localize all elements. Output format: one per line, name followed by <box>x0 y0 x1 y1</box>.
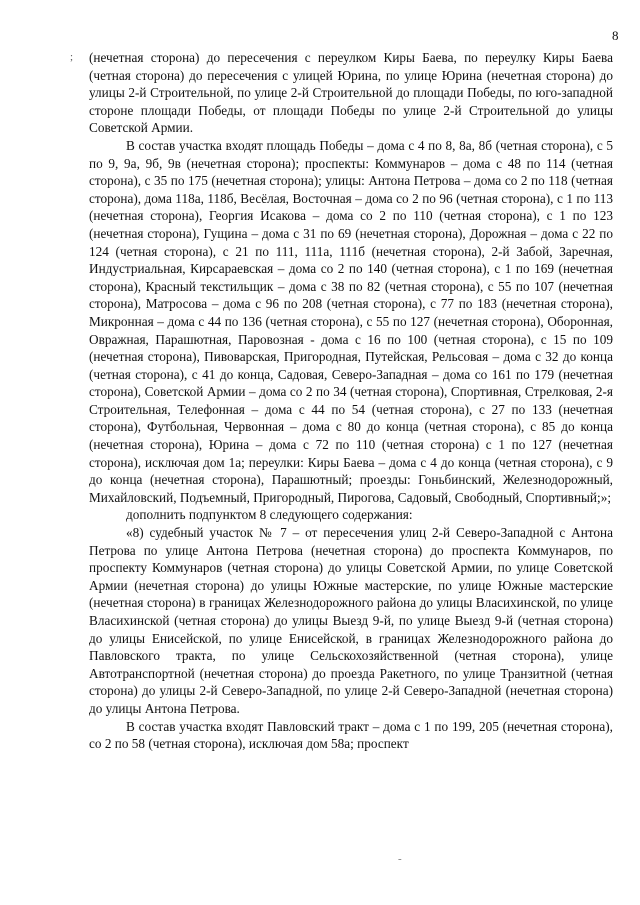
paragraph-area-composition: В состав участка входят площадь Победы – дома с 4 по 8, 8а, 8б (четная сторона), с 5 по 9, 9а, 9б, 9в (нечетная сторона); проспекты: Коммунаров – дома с 48 по 114 (четная сторона), с 35 по 175 (нечетная сторона); улицы: Антона Петрова – дома со 2 по 118 (четная сторона), дома 118а, 118б, Весёлая, Восточная – дома со 2 по 96 (четная сторона), с 1 по 113 (нечетная сторона), Георгия Исакова – дома со 2 по 110 (четная сторона), с 1 по 123 (нечетная сторона), Гущина – дома с 31 по 69 (нечетная сторона), Дорожная – дома с 22 по 124 (четная сторона), с 21 по 111, 111а, 111б (нечетная сторона), 2-й Забой, Заречная, Индустриальная, Кирсараевская – дома со 2 по 140 (четная сторона), с 1 по 169 (нечетная сторона), Красный текстильщик – дома с 38 по 82 (четная сторона), с 55 по 107 (нечетная сторона), Матросова – дома с 96 по 208 (четная сторона), с 77 по 183 (нечетная сторона), Микронная – дома с 44 по 136 (четная сторона), с 55 по 127 (нечетная сторона), Оборонная, Овражная, Парашютная, Паровозная - дома с 16 по 100 (четная сторона), с 15 по 109 (нечетная сторона), Пивоварская, Пригородная, Путейская, Рельсовая – дома с 32 до конца (четная сторона), с 41 до конца, Садовая, Северо-Западная – дома со 161 по 179 (нечетная сторона), Советской Армии – дома со 2 по 34 (четная сторона), Спортивная, Стрелковая, 2-я Строительная, Телефонная – дома с 44 по 54 (четная сторона), с 27 по 133 (нечетная сторона), Футбольная, Червонная – дома с 80 до конца (четная сторона), с 85 до конца (нечетная сторона), Юрина – дома с 72 по 110 (четная сторона) с 1 по 127 (нечетная сторона), исключая дом 1а; переулки: Киры Баева – дома с 4 до конца (четная сторона), с 9 до конца (нечетная сторона), Парашютный; проезды: Гоньбинский, Железнодорожный, Михайловский, Подъемный, Пригородный, Пирогова, Садовый, Свободный, Спортивный;»; <box>89 137 613 505</box>
document-body <box>89 49 613 753</box>
paragraph-court-district-7: «8) судебный участок № 7 – от пересечения улиц 2-й Северо-Западной с Антона Петрова по улице Антона Петрова (нечетная сторона) до проспекта Коммунаров, по проспекту Коммунаров (четная сторона) до улицы Советской Армии, по улице Советской Армии (нечетная сторона) до улицы Южные мастерские, по улице Южные мастерские (нечетная сторона) в границах Железнодорожного района до улицы Власихинской, по улице Власихинской (четная сторона) до улицы Выезд 9-й, по улице Выезд 9-й (четная сторона) до улицы Енисейской, по улице Енисейской, в границах Железнодорожного района до Павловского тракта, по улице Сельскохозяйственной (четная сторона), улице Автотранспортной (нечетная сторона) до проезда Ракетного, по улице Транзитной (четная сторона) до улицы 2-й Северо-Западной, по улице 2-й Северо-Западной (нечетная сторона) до улицы Антона Петрова. <box>89 525 613 716</box>
bottom-mark: - <box>398 853 402 865</box>
paragraph-amendment-intro: дополнить подпунктом 8 следующего содержания: <box>126 507 413 523</box>
paragraph-area-7-composition: В состав участка входят Павловский тракт – дома с 1 по 199, 205 (нечетная сторона), со 2 по 58 (четная сторона), исключая дом 58а; проспект <box>89 718 613 752</box>
page-number: 8 <box>612 28 619 43</box>
margin-mark: ; <box>70 51 74 63</box>
paragraph-continuation: (нечетная сторона) до пересечения с переулком Киры Баева, по переулку Киры Баева (четная сторона) до пересечения с улицей Юрина, по улице Юрина (нечетная сторона) до улицы 2-й Строительной, по улице 2-й Строительной до площади Победы, по юго-западной стороне площади Победы, от площади Победы по улице 2-й Строительной до улицы Советской Армии. <box>89 50 613 136</box>
